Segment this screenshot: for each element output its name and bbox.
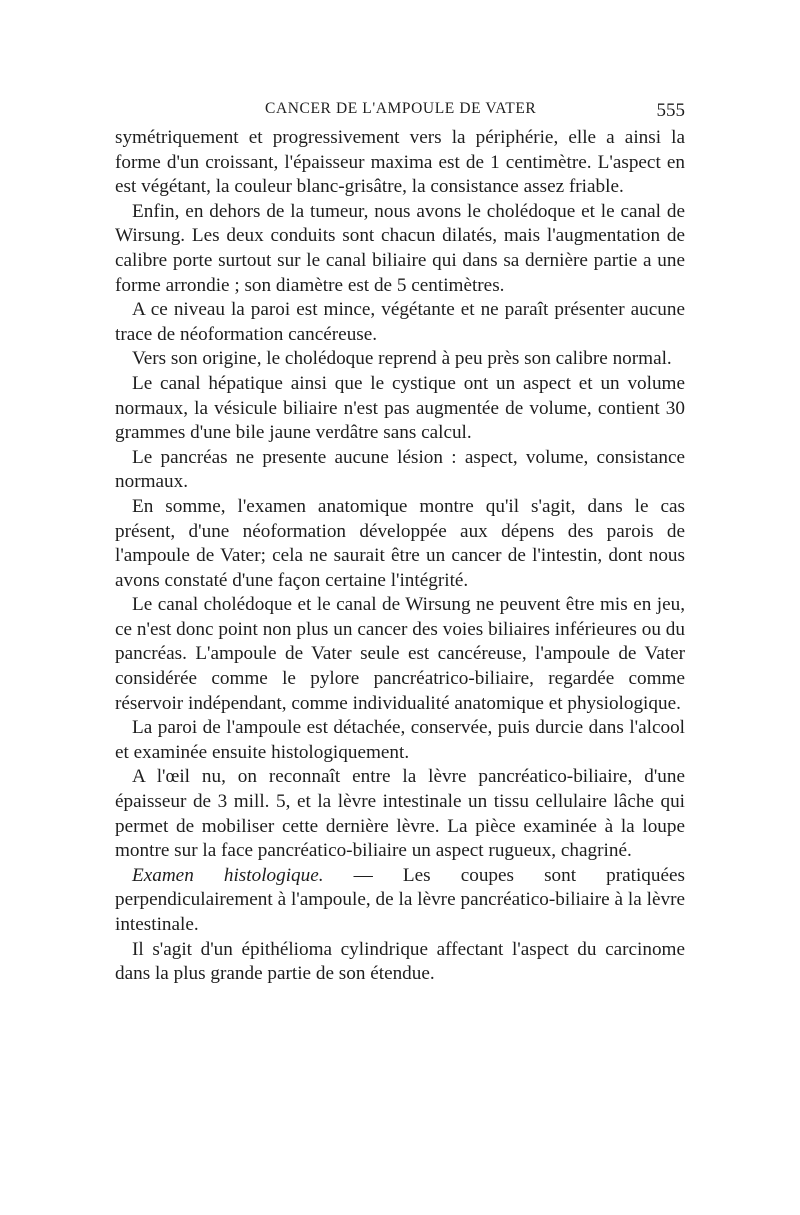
page-number: 555 <box>656 100 685 121</box>
paragraph-summary: En somme, l'examen anatomique montre qu'il s'agit, dans le cas présent, d'une néoformation développée aux dépens des parois de l'ampoule de Vater; cela ne saurait être un cancer de l'intestin, dont nous avons constaté d'une façon certaine l'intégrité. <box>115 495 685 591</box>
running-head <box>115 100 685 124</box>
paragraph-biliary-ducts: Le canal cholédoque et le canal de Wirsung ne peuvent être mis en jeu, ce n'est donc point non plus un cancer des voies biliaires inférieures ou du pancréas. L'ampoule de Vater seule est cancéreuse, l'ampoule de Vater considérée comme le pylore pancréatrico-biliaire, regardée comme réservoir indépendant, comme individualité anatomique et physiologique. <box>115 594 685 714</box>
histology-text: — Les coupes sont pratiquées perpendiculairement à l'ampoule, de la lèvre pancréatico-biliaire à la lèvre intestinale. <box>115 864 685 935</box>
paragraph-wall: A ce niveau la paroi est mince, végétante et ne paraît présenter aucune trace de néoformation cancéreuse. <box>115 299 685 345</box>
body-text <box>115 126 685 987</box>
paragraph-tumor-shape: symétriquement et progressivement vers la périphérie, elle a ainsi la forme d'un croissant, l'épaisseur maxima est de 1 centimètre. L'aspect en est végétant, la couleur blanc-grisâtre, la consistance assez friable. <box>115 127 685 198</box>
paragraph-origin: Vers son origine, le cholédoque reprend à peu près son calibre normal. <box>132 348 672 370</box>
paragraph-ampoule-wall: La paroi de l'ampoule est détachée, conservée, puis durcie dans l'alcool et examinée ensuite histologiquement. <box>115 717 685 763</box>
paragraph-epithelioma: Il s'agit d'un épithélioma cylindrique affectant l'aspect du carcinome dans la plus grande partie de son étendue. <box>115 938 685 985</box>
paragraph-ducts: Enfin, en dehors de la tumeur, nous avons le cholédoque et le canal de Wirsung. Les deux conduits sont chacun dilatés, mais l'augmentation de calibre porte surtout sur le canal biliaire qui dans sa dernière partie a une forme arrondie ; son diamètre est de 5 centimètres. <box>115 200 685 296</box>
paragraph-histology <box>115 864 685 938</box>
paragraph-hepatic-canal: Le canal hépatique ainsi que le cystique ont un aspect et un volume normaux, la vésicule biliaire n'est pas augmentée de volume, contient 30 grammes d'une bile jaune verdâtre sans calcul. <box>115 372 685 444</box>
running-title: CANCER DE L'AMPOULE DE VATER <box>265 100 537 117</box>
paragraph-pancreas: Le pancréas ne presente aucune lésion : aspect, volume, consistance normaux. <box>115 446 685 493</box>
histology-heading: Examen histologique. <box>132 864 324 886</box>
paragraph-naked-eye: A l'œil nu, on reconnaît entre la lèvre pancréatico-biliaire, d'une épaisseur de 3 mill. 5, et la lèvre intestinale un tissu cellulaire lâche qui permet de mobiliser cette dernière lèvre. La pièce examinée à la loupe montre sur la face pancréatico-biliaire un aspect rugueux, chagriné. <box>115 766 685 862</box>
